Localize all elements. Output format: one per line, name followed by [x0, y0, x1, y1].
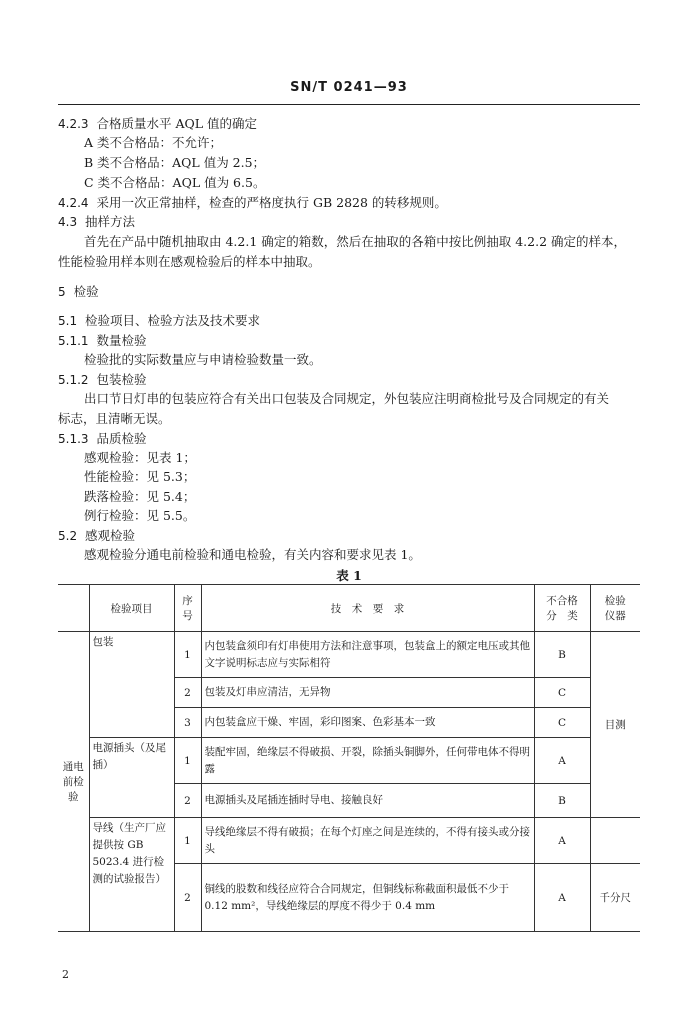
sec-4-3-line2: 性能检验用样本则在感观检验后的样本中抽取。	[58, 254, 321, 269]
inst-cell-caliper: 千分尺	[590, 864, 640, 932]
table-caption: 表 1	[336, 568, 362, 583]
seq-header: 序号	[174, 585, 201, 632]
sec-5-num: 5	[58, 285, 66, 299]
class-cell: B	[534, 784, 590, 818]
seq-cell: 2	[174, 784, 201, 818]
class-cell: A	[534, 738, 590, 784]
inst-header	[590, 585, 640, 632]
class-header-line2: 分 类	[546, 610, 578, 622]
header-rule	[58, 104, 640, 105]
page-number: 2	[62, 968, 69, 981]
seq-cell: 2	[174, 678, 201, 708]
sec-5-title: 检验	[73, 284, 99, 299]
sec-5-2-title: 感观检验	[85, 528, 136, 543]
aql-c: C 类不合格品：AQL 值为 6.5。	[84, 175, 266, 190]
req-cell: 电源插头及尾插连插时导电、接触良好	[201, 784, 534, 818]
class-header	[534, 585, 590, 632]
sec-4-3-num: 4.3	[58, 215, 78, 229]
sec-5-1-2-title: 包装检验	[96, 372, 147, 387]
stage-header	[58, 585, 89, 632]
table-row	[58, 738, 640, 784]
stage-text-2: 前检	[62, 776, 84, 788]
sec-5-1-2-num: 5.1.2	[58, 373, 89, 387]
table-row	[58, 818, 640, 864]
req-cell: 装配牢固，绝缘层不得破损、开裂，除插头铜脚外，任何带电体不得明露	[201, 738, 534, 784]
seq-cell: 1	[174, 818, 201, 864]
class-header-line1: 不合格	[546, 595, 578, 607]
stage-text-3: 验	[68, 791, 79, 803]
sec-5-1-3-heading	[58, 431, 147, 447]
sec-4-3-title: 抽样方法	[85, 214, 136, 229]
seq-cell: 1	[174, 738, 201, 784]
req-cell: 铜线的股数和线径应符合合同规定，但铜线标称截面积最低不少于 0.12 mm²，导线绝缘层的厚度不得少于 0.4 mm	[201, 864, 534, 932]
seq-cell: 1	[174, 632, 201, 678]
sec-5-1-1-title: 数量检验	[96, 333, 147, 348]
class-cell: A	[534, 864, 590, 932]
table-header-row	[58, 585, 640, 632]
quality-item: 性能检验：见 5.3；	[84, 469, 196, 484]
sec-5-2-text: 感观检验分通电前检验和通电检验，有关内容和要求见表 1。	[84, 547, 421, 562]
inst-header-line2: 仪器	[604, 610, 626, 622]
item-cell-packaging: 包装	[89, 632, 174, 738]
sec-5-heading	[58, 284, 99, 300]
req-cell: 包装及灯串应清洁，无异物	[201, 678, 534, 708]
inst-cell-empty	[590, 818, 640, 864]
class-cell: C	[534, 678, 590, 708]
sec-5-1-1-num: 5.1.1	[58, 334, 89, 348]
standard-header: SN/T 0241—93	[290, 80, 408, 95]
sec-4-2-4	[58, 195, 447, 211]
sec-4-2-4-text: 采用一次正常抽样，检查的严格度执行 GB 2828 的转移规则。	[96, 195, 447, 210]
stage-text-1: 通电	[62, 761, 84, 773]
req-header: 技 术 要 求	[201, 585, 534, 632]
sec-5-1-1-text: 检验批的实际数量应与申请检验数量一致。	[84, 352, 322, 367]
sec-4-2-3-num: 4.2.3	[58, 117, 89, 131]
sec-4-2-4-num: 4.2.4	[58, 196, 89, 210]
sec-5-2-heading	[58, 528, 135, 544]
sec-5-1-heading	[58, 313, 260, 329]
sec-5-1-title: 检验项目、检验方法及技术要求	[85, 313, 261, 328]
sec-5-1-1-heading	[58, 333, 147, 349]
req-cell: 内包装盒应干燥、牢固，彩印图案、色彩基本一致	[201, 708, 534, 738]
item-cell-plug: 电源插头（及尾插）	[89, 738, 174, 818]
seq-cell: 3	[174, 708, 201, 738]
aql-a: A 类不合格品：不允许；	[84, 135, 223, 150]
sec-4-3-heading	[58, 214, 135, 230]
sec-4-2-3-title: 合格质量水平 AQL 值的确定	[96, 116, 258, 131]
sec-5-1-num: 5.1	[58, 314, 78, 328]
item-cell-wire: 导线（生产厂应提供按 GB 5023.4 进行检测的试验报告）	[89, 818, 174, 932]
sec-5-1-2-line2: 标志，且清晰无误。	[58, 411, 171, 426]
table-row	[58, 632, 640, 678]
sec-5-1-3-num: 5.1.3	[58, 432, 89, 446]
req-cell: 导线绝缘层不得有破损；在每个灯座之间是连续的，不得有接头或分接头	[201, 818, 534, 864]
quality-item: 感观检验：见表 1；	[84, 450, 196, 465]
item-header: 检验项目	[89, 585, 174, 632]
sec-4-2-3-heading	[58, 116, 257, 132]
inspection-table	[58, 584, 640, 932]
req-cell: 内包装盒须印有灯串使用方法和注意事项，包装盒上的额定电压或其他文字说明标志应与实际相符	[201, 632, 534, 678]
seq-cell: 2	[174, 864, 201, 932]
class-cell: C	[534, 708, 590, 738]
sec-5-1-3-title: 品质检验	[96, 431, 147, 446]
sec-4-3-line1: 首先在产品中随机抽取由 4.2.1 确定的箱数，然后在抽取的各箱中按比例抽取 4.2.2 确定的样本，	[84, 234, 627, 249]
quality-item: 例行检验：见 5.5。	[84, 508, 196, 523]
aql-b: B 类不合格品：AQL 值为 2.5；	[84, 155, 266, 170]
sec-5-1-2-heading	[58, 372, 147, 388]
inst-cell-visual: 目测	[590, 632, 640, 818]
quality-item: 跌落检验：见 5.4；	[84, 489, 196, 504]
inst-header-line1: 检验	[604, 595, 626, 607]
stage-cell	[58, 632, 89, 932]
class-cell: B	[534, 632, 590, 678]
class-cell: A	[534, 818, 590, 864]
sec-5-2-num: 5.2	[58, 529, 78, 543]
sec-5-1-2-line1: 出口节日灯串的包装应符合有关出口包装及合同规定，外包装应注明商检批号及合同规定的有关	[84, 391, 610, 406]
